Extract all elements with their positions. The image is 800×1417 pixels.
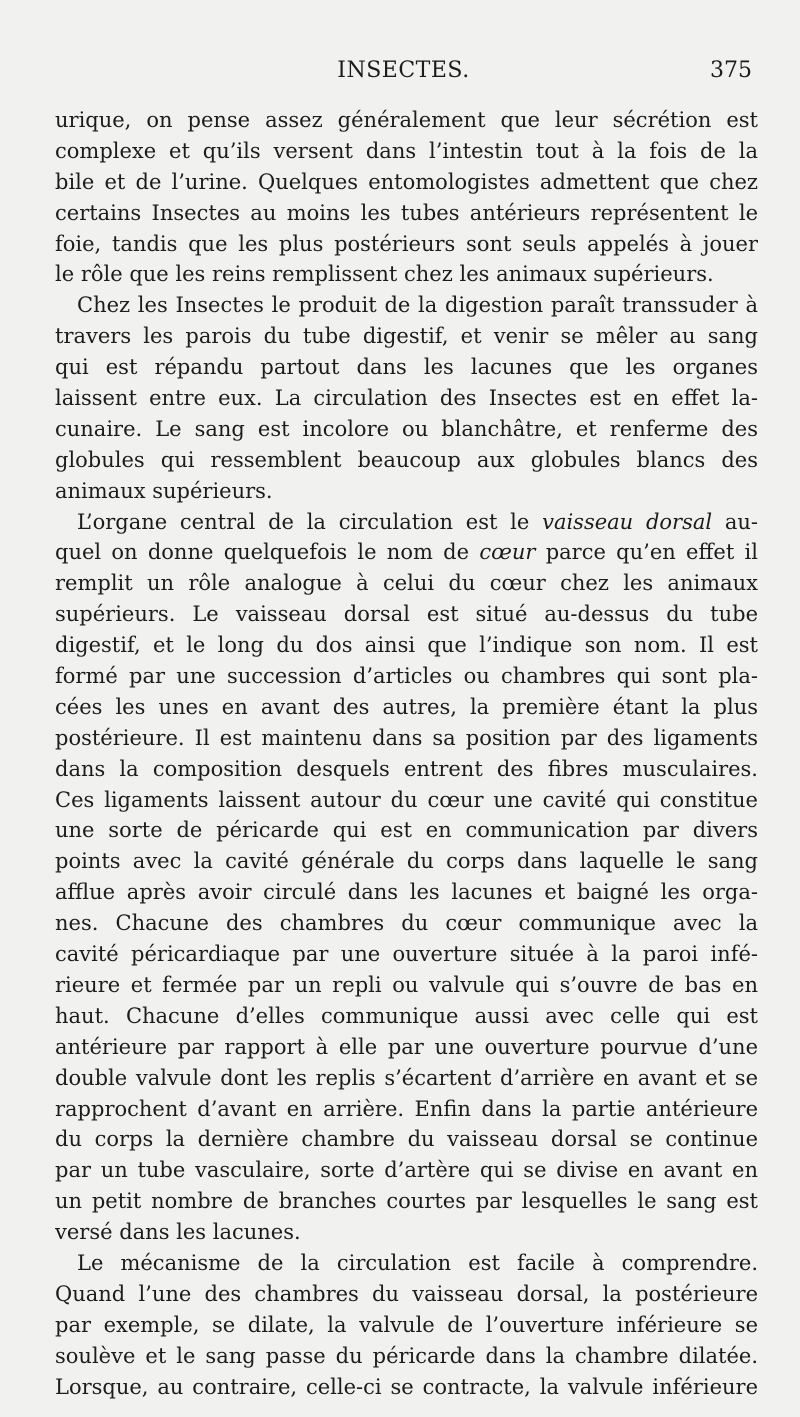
text-line: haut. Chacune d’elles communique aussi avec celle qui est xyxy=(55,1003,758,1028)
text-line: cavité péricardiaque par une ouverture située à la paroi infé- xyxy=(55,942,758,967)
text-line: double valvule dont les replis s’écartent d’arrière en avant et se xyxy=(55,1065,758,1090)
text-line: le rôle que les reins remplissent chez les animaux supérieurs. xyxy=(55,262,714,287)
text-line: cées les unes en avant des autres, la première étant la plus xyxy=(55,694,758,719)
text-line: par un tube vasculaire, sorte d’artère qui se divise en avant en xyxy=(55,1158,758,1183)
text-line: Lorsque, au contraire, celle-ci se contracte, la valvule inférieure xyxy=(55,1374,758,1399)
text-line: cunaire. Le sang est incolore ou blanchâtre, et renferme des xyxy=(55,416,758,441)
text-line: Chez les Insectes le produit de la digestion paraît transsuder à xyxy=(77,293,758,318)
text-line: rieure et fermée par un repli ou valvule qui s’ouvre de bas en xyxy=(55,972,758,997)
text-line: un petit nombre de branches courtes par lesquelles le sang est xyxy=(55,1189,758,1214)
text-line: complexe et qu’ils versent dans l’intestin tout à la fois de la xyxy=(55,138,758,163)
text-line: urique, on pense assez généralement que leur sécrétion est xyxy=(55,108,758,132)
text-line: bile et de l’urine. Quelques entomologistes admettent que chez xyxy=(55,169,758,194)
paragraph xyxy=(55,105,758,290)
text-line: quel on donne quelquefois le nom de cœur parce qu’en effet il xyxy=(55,540,758,565)
text-line: travers les parois du tube digestif, et venir se mêler au sang xyxy=(55,324,758,349)
text-line: animaux supérieurs. xyxy=(55,478,273,503)
text-line: afflue après avoir circulé dans les lacunes et baigné les orga- xyxy=(55,880,758,905)
text-line: laissent entre eux. La circulation des Insectes est en effet la- xyxy=(55,386,758,411)
text-line: versé dans les lacunes. xyxy=(55,1220,301,1245)
text-line: du corps la dernière chambre du vaisseau dorsal se continue xyxy=(55,1127,758,1152)
text-line: digestif, et le long du dos ainsi que l’indique son nom. Il est xyxy=(55,633,758,658)
text-line: certains Insectes au moins les tubes antérieurs représentent le xyxy=(55,200,758,225)
text-line: Le mécanisme de la circulation est facile à comprendre. xyxy=(77,1250,758,1275)
text-line: formé par une succession d’articles ou chambres qui sont pla- xyxy=(55,664,758,689)
text-line: qui est répandu partout dans les lacunes que les organes xyxy=(55,355,758,380)
text-line: supérieurs. Le vaisseau dorsal est situé au-dessus du tube xyxy=(55,602,758,627)
body-text xyxy=(55,105,758,1402)
page-number: 375 xyxy=(710,58,752,83)
text-line: foie, tandis que les plus postérieurs sont seuls appelés à jouer xyxy=(55,231,758,256)
text-line: une sorte de péricarde qui est en communication par divers xyxy=(55,818,758,843)
running-title: INSECTES. xyxy=(337,58,470,83)
text-line: par exemple, se dilate, la valvule de l’ouverture inférieure se xyxy=(55,1312,758,1337)
text-line: Ces ligaments laissent autour du cœur une cavité qui constitue xyxy=(55,787,758,812)
paragraph xyxy=(55,507,758,1248)
text-line: Quand l’une des chambres du vaisseau dorsal, la postérieure xyxy=(55,1281,758,1306)
text-line: postérieure. Il est maintenu dans sa position par des ligaments xyxy=(55,725,758,750)
text-line: soulève et le sang passe du péricarde dans la chambre dilatée. xyxy=(55,1343,758,1368)
paragraph xyxy=(55,290,758,506)
paragraph xyxy=(55,1248,758,1402)
text-line: rapprochent d’avant en arrière. Enfin dans la partie antérieure xyxy=(55,1096,758,1121)
text-line: L’organe central de la circulation est le vaisseau dorsal au- xyxy=(77,509,758,534)
text-line: globules qui ressemblent beaucoup aux globules blancs des xyxy=(55,447,758,472)
text-line: nes. Chacune des chambres du cœur communique avec la xyxy=(55,911,758,936)
page-header xyxy=(55,58,752,90)
text-line: antérieure par rapport à elle par une ouverture pourvue d’une xyxy=(55,1034,758,1059)
text-line: dans la composition desquels entrent des fibres musculaires. xyxy=(55,756,758,781)
text-line: points avec la cavité générale du corps dans laquelle le sang xyxy=(55,849,758,874)
text-line: remplit un rôle analogue à celui du cœur chez les animaux xyxy=(55,571,758,596)
